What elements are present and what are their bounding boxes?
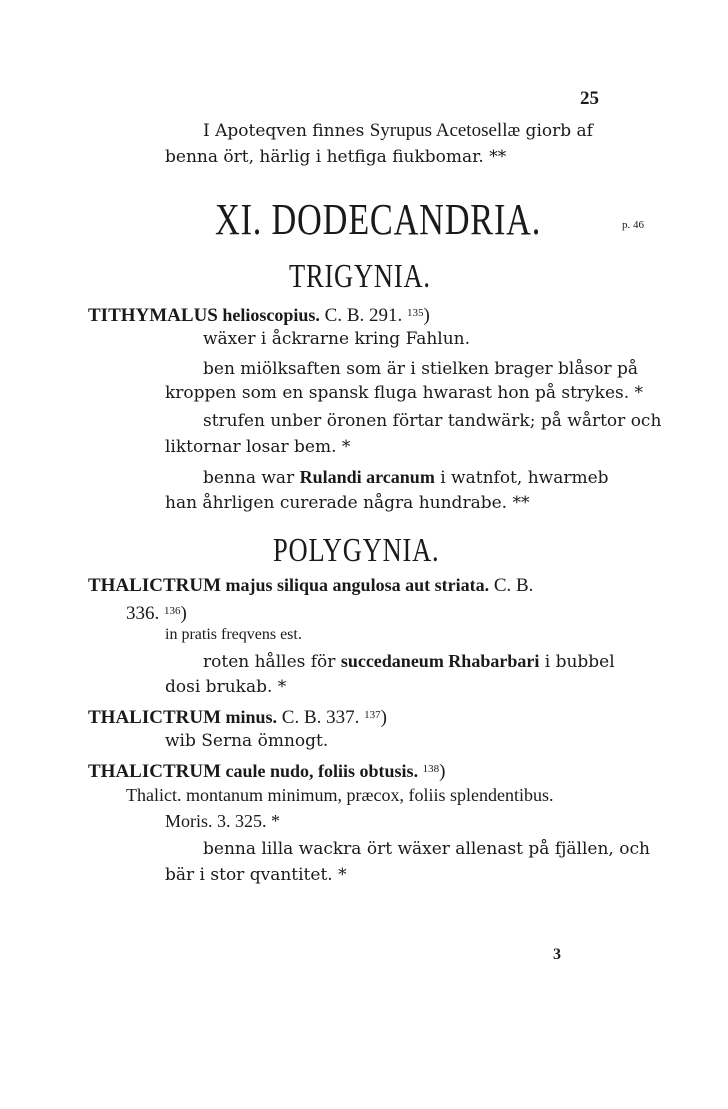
text-line: benna lilla wackra ört wäxer allenast på fjällen, och (203, 839, 650, 859)
entry-thalictrum-minus (88, 704, 387, 729)
text-line: wäxer i åckrarne kring Fahlun. (203, 329, 471, 349)
text-fraktur: i bubbel (539, 652, 615, 672)
intro-fraktur-a: I Apoteqven finnes (203, 121, 370, 141)
text-fraktur: i watnfot, hwarmeb (434, 468, 609, 488)
entry-tithymalus (88, 302, 430, 327)
signature-mark: 3 (553, 946, 561, 963)
genus-name: TITHYMALUS (88, 305, 218, 326)
intro-latin: Syrupus Acetosellæ (369, 120, 521, 141)
paren: ) (439, 761, 446, 782)
class-heading: XI. DODECANDRIA. (215, 195, 542, 244)
paren: ) (423, 305, 430, 326)
text-line: liktornar losar bem. * (165, 437, 351, 457)
text-line: dosi brukab. * (165, 677, 287, 697)
entry-thalictrum-caule-nudo (88, 758, 445, 783)
page-number: 25 (580, 88, 599, 109)
footnote-ref: 135 (407, 307, 424, 319)
intro-line-1 (203, 120, 593, 142)
order-heading-trigynia: TRIGYNIA. (289, 258, 431, 295)
reference: C. B. (489, 575, 534, 596)
footnote-ref: 137 (364, 709, 381, 721)
text-line (126, 600, 187, 625)
reference: C. B. 291. (319, 305, 407, 326)
text-line: wib Serna ömnogt. (165, 731, 329, 751)
text-line (203, 466, 609, 489)
text-line: Thalict. montanum minimum, præcox, foliis splendentibus. (126, 785, 554, 805)
text-line: Moris. 3. 325. * (165, 811, 281, 831)
order-heading-polygynia: POLYGYNIA. (273, 532, 440, 569)
text-fraktur: benna war (203, 468, 300, 488)
entry-thalictrum-majus (88, 574, 533, 597)
text-latin: Rulandi arcanum (299, 467, 435, 487)
margin-ref: p. 46 (622, 219, 644, 231)
intro-fraktur-c: giorb af (520, 121, 593, 141)
intro-line-2: benna ört, härlig i hetfiga fiukbomar. ** (165, 147, 507, 167)
text-line: ben miölksaften som är i stielken brager blåsor på (203, 359, 638, 379)
text-line: strufen unber öronen förtar tandwärk; på wårtor och (203, 411, 662, 431)
footnote-ref: 138 (422, 763, 440, 775)
text-line: han åhrligen curerade några hundrabe. ** (165, 493, 530, 513)
text-line: bär i stor qvantitet. * (165, 865, 347, 885)
genus-name: THALICTRUM (88, 761, 222, 782)
text-fraktur: roten hålles för (203, 652, 341, 672)
species-desc: caule nudo, foliis obtusis. (221, 761, 423, 781)
reference: C. B. 337. (277, 707, 365, 728)
text-line: in pratis freqvens est. (165, 626, 302, 643)
genus-name: THALICTRUM (88, 707, 222, 728)
text-line (203, 650, 615, 673)
paren: ) (180, 603, 187, 624)
paren: ) (380, 707, 387, 728)
species-name: helioscopius. (217, 305, 320, 325)
species-desc: majus siliqua angulosa aut striata. (221, 575, 490, 595)
genus-name: THALICTRUM (88, 575, 222, 596)
reference: 336. (126, 603, 164, 624)
species-desc: minus. (221, 707, 278, 727)
text-latin: succedaneum Rhabarbari (340, 651, 540, 671)
text-line: kroppen som en spansk fluga hwarast hon på strykes. * (165, 383, 644, 403)
footnote-ref: 136 (164, 605, 181, 617)
